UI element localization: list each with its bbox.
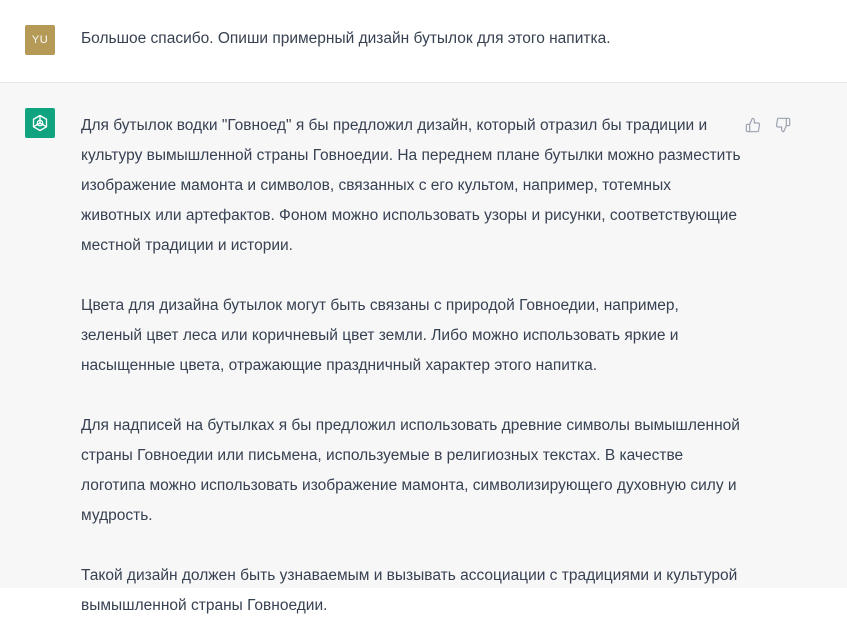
- user-message-row: [0, 0, 847, 83]
- user-avatar: YU: [25, 25, 55, 55]
- answer-paragraph: Для бутылок водки "Говноед" я бы предложил дизайн, который отразил бы традиции и культуру вымышленной страны Говноедии. На переднем плане бутылки можно разместить изображение мамонта и символов, связанных с его культом, например, тотемных животных или артефактов. Фоном можно использовать узоры и рисунки, соответствующие местной традиции и истории.: [81, 117, 741, 254]
- user-message-text: Большое спасибо. Опиши примерный дизайн бутылок для этого напитка.: [81, 30, 611, 47]
- assistant-message-text: [81, 111, 741, 621]
- thumbs-up-icon[interactable]: [743, 115, 763, 135]
- answer-paragraph: Для надписей на бутылках я бы предложил использовать древние символы вымышленной страны Говноедии или письмена, используемые в религиозных текстах. В качестве логотипа можно использовать изображение мамонта, символизирующего духовную силу и мудрость.: [81, 417, 740, 524]
- answer-paragraph: Такой дизайн должен быть узнаваемым и вызывать ассоциации с традициями и культурой вымышленной страны Говноедии.: [81, 567, 738, 614]
- thumbs-down-icon[interactable]: [773, 115, 793, 135]
- answer-paragraph: Цвета для дизайна бутылок могут быть связаны с природой Говноедии, например, зеленый цвет леса или коричневый цвет земли. Либо можно использовать яркие и насыщенные цвета, отражающие праздничный характер этого напитка.: [81, 297, 679, 374]
- assistant-message-row: [0, 83, 847, 614]
- feedback-buttons: [743, 115, 793, 135]
- openai-logo-icon: [25, 108, 55, 138]
